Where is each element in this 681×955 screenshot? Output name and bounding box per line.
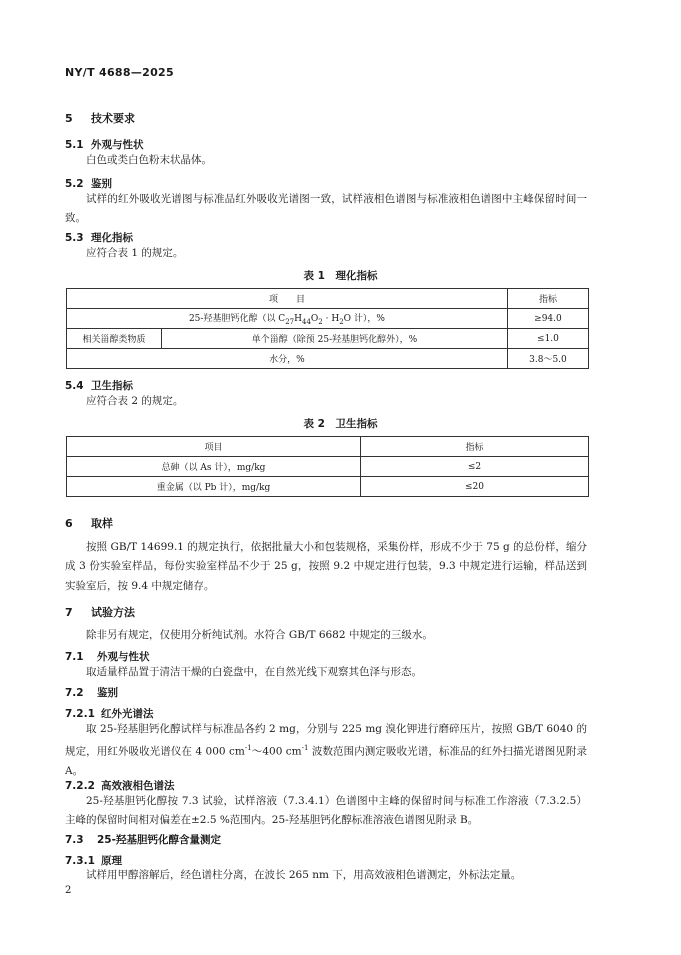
section-title: 鉴别	[97, 687, 118, 699]
table-row	[67, 477, 589, 497]
table-cell: 水分，%	[67, 349, 508, 369]
section-title: 高效液相色谱法	[101, 780, 175, 792]
section-5-4-text: 应符合表 2 的规定。	[86, 395, 184, 407]
table-cell: ≤20	[361, 477, 589, 497]
section-6-heading	[65, 515, 113, 531]
section-7-1-text: 取适量样品置于清洁干燥的白瓷盘中，在自然光线下观察其色泽与形态。	[86, 666, 422, 678]
section-7-1-heading	[65, 649, 150, 664]
section-5-2-text: 试样的红外吸收光谱图与标准品红外吸收光谱图一致，试样液相色谱图与标准液相色谱图中主峰保留时间一致。	[65, 193, 587, 225]
section-7-3-heading	[65, 832, 221, 847]
table-header-row	[67, 289, 589, 309]
section-5-2-heading	[65, 176, 112, 191]
section-number: 7.2.2	[65, 780, 95, 792]
section-5-4-heading	[65, 378, 133, 393]
section-number: 5	[65, 112, 73, 125]
section-title: 外观与性状	[91, 139, 144, 151]
section-number: 5.3	[65, 232, 84, 244]
section-number: 7	[65, 606, 73, 619]
section-7-text: 除非另有规定，仅使用分析纯试剂。水符合 GB/T 6682 中规定的三级水。	[86, 629, 433, 641]
section-7-heading	[65, 604, 135, 620]
table-cell: 3.8～5.0	[507, 349, 588, 369]
section-number: 7.3	[65, 834, 84, 846]
section-number: 5.4	[65, 380, 84, 392]
table-cell: ≤1.0	[507, 329, 588, 349]
section-7-3-1-text: 试样用甲醇溶解后，经色谱柱分离，在波长 265 nm 下，用高效液相色谱测定，外标法定量。	[86, 869, 522, 881]
section-title: 红外光谱法	[101, 708, 154, 720]
section-title: 试验方法	[91, 606, 135, 619]
table-cell: 单个甾醇（除预 25-羟基胆钙化醇外），%	[162, 329, 508, 349]
section-6-text: 按照 GB/T 14699.1 的规定执行，依据批量大小和包装规格，采集份样，形成不少于 75 g 的总份样，缩分成 3 份实验室样品，每份实验室样品不少于 25 g，按照 9.2 中规定进行包装，9.3 中规定进行运输，样品送到实验室后，按 9.4 中规定储存。	[65, 541, 587, 592]
table-2	[66, 436, 589, 497]
section-7-2-2-text: 25-羟基胆钙化醇按 7.3 试验，试样溶液（7.3.4.1）色谱图中主峰的保留时间与标准工作溶液（7.3.2.5）主峰的保留时间相对偏差在±2.5 %范围内。25-羟基胆钙化醇标准溶液色谱图见附录 B。	[65, 795, 587, 827]
table-header-cell: 指标	[361, 437, 589, 457]
table-cell: 总砷（以 As 计），mg/kg	[67, 457, 361, 477]
section-5-3-heading	[65, 230, 133, 245]
table-1	[66, 288, 589, 369]
section-number: 7.3.1	[65, 855, 95, 867]
section-title: 技术要求	[91, 112, 135, 125]
section-number: 6	[65, 517, 73, 530]
table-cell: 25-羟基胆钙化醇（以 $C_{27}H_{44}O_2 \cdot H_2O$ 计），%	[67, 309, 508, 329]
table-cell: 相关甾醇类物质	[67, 329, 162, 349]
section-title: 取样	[91, 517, 113, 530]
section-title: 原理	[101, 855, 122, 867]
section-title: 外观与性状	[97, 651, 150, 663]
section-title: 25-羟基胆钙化醇含量测定	[97, 834, 221, 846]
table-row	[67, 309, 589, 329]
section-5-3-text: 应符合表 1 的规定。	[86, 247, 184, 259]
table-header-cell: 项目	[67, 437, 361, 457]
section-7-2-1-text: 取 25-羟基胆钙化醇试样与标准品各约 2 mg，分别与 225 mg 溴化钾进行磨碎压片，按照 GB/T 6040 的规定，用红外吸收光谱仪在 4 000 $cm^{-1}\sim 400$ $cm^{-1}$ 波数范围内测定吸收光谱，标准品的红外扫描光谱图见附录 A。	[65, 723, 587, 778]
section-title: 鉴别	[91, 178, 112, 190]
page-number: 2	[65, 885, 72, 896]
table-cell: ≤2	[361, 457, 589, 477]
table-header-row	[67, 437, 589, 457]
table-1-caption: 表 1 理化指标	[303, 270, 378, 282]
section-number: 7.2.1	[65, 708, 95, 720]
table-cell: ≥94.0	[507, 309, 588, 329]
section-title: 卫生指标	[91, 380, 133, 392]
section-title: 理化指标	[91, 232, 133, 244]
table-header-cell: 项 目	[67, 289, 508, 309]
section-7-2-1-heading	[65, 706, 154, 721]
section-7-2-heading	[65, 685, 118, 700]
section-5-1-heading	[65, 137, 144, 152]
section-number: 5.1	[65, 139, 84, 151]
table-header-cell: 指标	[507, 289, 588, 309]
table-cell: 重金属（以 Pb 计），mg/kg	[67, 477, 361, 497]
standard-number: NY/T 4688—2025	[65, 66, 174, 79]
section-number: 5.2	[65, 178, 84, 190]
section-5-heading	[65, 110, 135, 126]
table-2-caption: 表 2 卫生指标	[303, 418, 378, 430]
section-number: 7.1	[65, 651, 84, 663]
section-5-1-text: 白色或类白色粉末状晶体。	[86, 154, 212, 166]
section-number: 7.2	[65, 687, 84, 699]
section-7-2-2-heading	[65, 778, 175, 793]
table-row	[67, 457, 589, 477]
table-row	[67, 329, 589, 349]
table-row	[67, 349, 589, 369]
